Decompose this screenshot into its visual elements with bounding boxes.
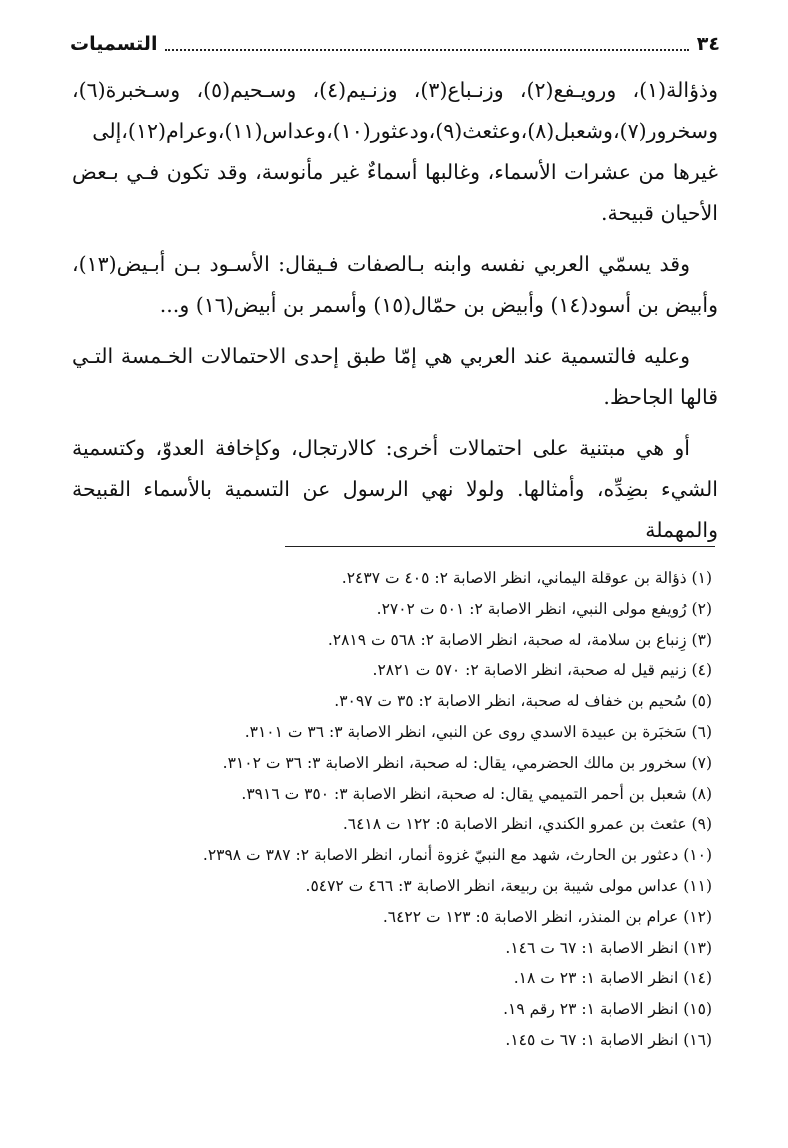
footnote-11: (١١) عداس مولى شيبة بن ربيعة، انظر الاصابة ٣: ٤٦٦ ت ٥٤٧٢. [305,876,712,895]
footnote-16: (١٦) انظر الاصابة ١: ٦٧ ت ١٤٥. [505,1030,712,1049]
section-title: التسميات [70,33,158,55]
footnote-6: (٦) سَخبَرة بن عبيدة الاسدي روى عن النبي، انظر الاصابة ٣: ٣٦ ت ٣١٠١. [244,722,712,741]
footnote-4: (٤) زنيم قيل له صحبة، انظر الاصابة ٢: ٥٧٠ ت ٢٨٢١. [372,661,712,680]
footnote-1: (١) ذؤالة بن عوقلة اليماني، انظر الاصابة ٢: ٤٠٥ ت ٢٤٣٧. [341,569,712,587]
footnote-14: (١٤) انظر الاصابة ١: ٢٣ ت ١٨. [513,969,712,988]
footnote-separator [285,546,715,547]
footnote-12: (١٢) عرام بن المنذر، انظر الاصابة ٥: ١٢٣ ت ٦٤٢٢. [382,907,712,926]
footnote-3: (٣) زِنباع بن سلامة، له صحبة، انظر الاصابة ٢: ٥٦٨ ت ٢٨١٩. [327,630,712,649]
footnote-10: (١٠) دعثور بن الحارث، شهد مع النبيّ غزوة أنمار، انظر الاصابة ٢: ٣٨٧ ت ٢٣٩٨. [202,846,712,865]
footnote-2: (٢) رُويفع مولى النبي، انظر الاصابة ٢: ٥٠١ ت ٢٧٠٢. [376,599,712,618]
paragraph-3: وعليه فالتسمية عند العربي هي إمّا طبق إحدى الاحتمالات الخـمسة التـي قالها الجاحظ. [72,344,718,409]
footnote-5: (٥) سُحيم بن خفاف له صحبة، انظر الاصابة ٢: ٣٥ ت ٣٠٩٧. [334,692,712,711]
page-number: ٣٤ [696,33,720,55]
footnote-8: (٨) شعبل بن أحمر التميمي يقال: له صحبة، انظر الاصابة ٣: ٣٥٠ ت ٣٩١٦. [241,784,712,803]
paragraph-4: أو هي مبتنية على احتمالات أخرى: كالارتجال، وكإخافة العدوّ، وكتسمية الشيء بضِدِّه، وأمثالها. ولولا نهي الرسول عن التسمية بالأسماء القبيحة والمهملة [72,436,718,542]
header-dot-leader [165,37,688,51]
main-text [72,70,718,551]
footnote-15: (١٥) انظر الاصابة ١: ٢٣ رقم ١٩. [503,1000,712,1019]
footnotes-list [72,563,712,1056]
footnote-9: (٩) عثعث بن عمرو الكندي، انظر الاصابة ٥: ١٢٢ ت ٦٤١٨. [342,815,712,834]
paragraph-2: وقد يسمّي العربي نفسه وابنه بـالصفات فـيقال: الأسـود بـن أبـيض(١٣)، وأبيض بن أسود(١٤) وأبيض بن حمّال(١٥) وأسمر بن أبيض(١٦) و... [72,252,718,317]
footnote-7: (٧) سخرور بن مالك الحضرمي، يقال: له صحبة، انظر الاصابة ٣: ٣٦ ت ٣١٠٢. [222,753,712,772]
footnote-13: (١٣) انظر الاصابة ١: ٦٧ ت ١٤٦. [505,938,712,957]
running-header [70,30,720,58]
paragraph-1: وذؤالة(١)، ورويـفع(٢)، وزنـباع(٣)، وزنـيم(٤)، وسـحيم(٥)، وسـخبرة(٦)، وسخرور(٧)،وشعبل(٨)،وعثعث(٩)،ودعثور(١٠)،وعداس(١١)،وعرام(١٢)،إلى غيرها من عشرات الأسماء، وغالبها أسماءٌ غير مأنوسة، وقد تكون فـي بـعض الأحيان قبيحة. [72,78,718,225]
